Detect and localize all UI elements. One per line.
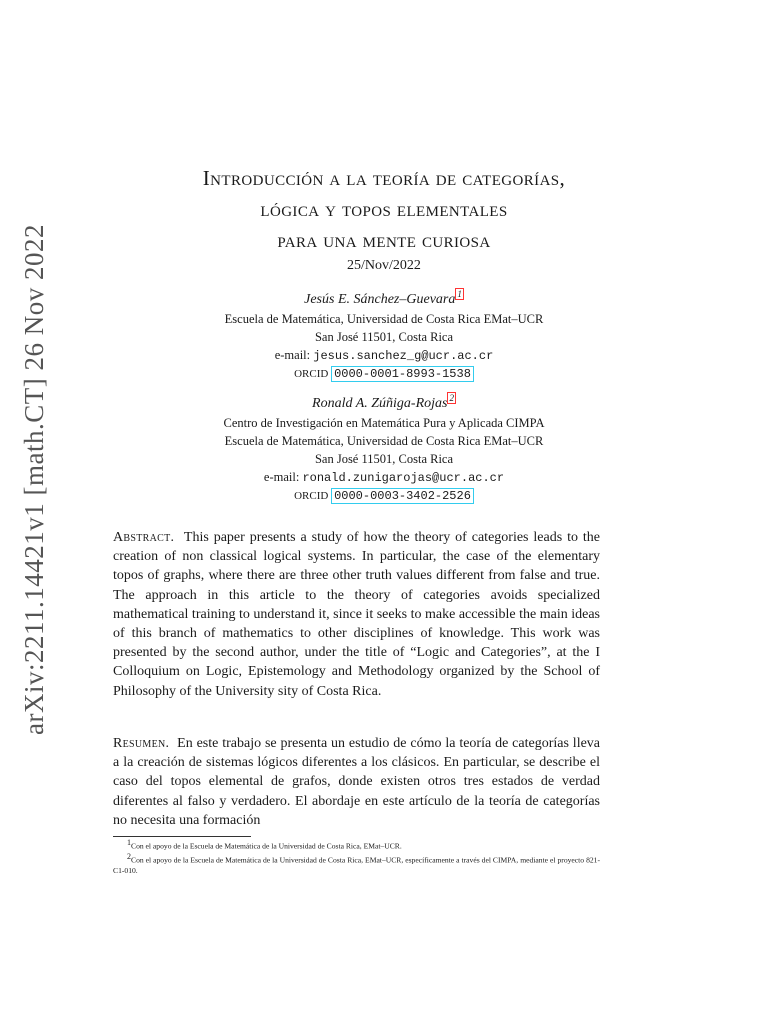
orcid-link[interactable]: 0000-0001-8993-1538 (331, 366, 474, 382)
title-line-2: lógica y topos elementales (260, 197, 508, 221)
author-name-text: Ronald A. Zúñiga-Rojas (312, 396, 448, 411)
title-line-1: Introducción a la teoría de categorías, (202, 166, 566, 190)
resumen-text: En este trabajo se presenta un estudio de cómo la teoría de categorías lleva a la creación de sistemas lógicos diferentes a los clásicos. En particular, se describe el caso del topos elemental de grafos, donde existen otros tres estados de verdad diferentes al falso y verdadero. El abordaje en este artículo de la teoría de categorías no necesita una formación (113, 736, 601, 828)
paper-title (0, 163, 768, 256)
paper-date: 25/Nov/2022 (347, 258, 421, 273)
email-address: jesus.sanchez_g@ucr.ac.cr (313, 349, 494, 363)
footnote-1 (113, 838, 600, 852)
footnotes (113, 838, 600, 877)
affiliation-line: Centro de Investigación en Matemática Pura y Aplicada CIMPA (223, 416, 545, 430)
email-label: e-mail: (263, 470, 303, 484)
abstract-paragraph (113, 528, 600, 701)
author-name-text: Jesús E. Sánchez–Guevara (304, 292, 456, 307)
orcid-link[interactable]: 0000-0003-3402-2526 (331, 488, 474, 504)
footnote-ref-link[interactable]: 1 (457, 289, 462, 300)
email-line (0, 346, 768, 365)
author-name (0, 394, 768, 414)
footnote-text: Con el apoyo de la Escuela de Matemática de la Universidad de Costa Rica, EMat–UCR. (131, 841, 402, 851)
footnote-mark: 1 (127, 838, 131, 847)
author-block-2 (0, 394, 768, 505)
email-address: ronald.zunigarojas@ucr.ac.cr (302, 471, 505, 485)
affiliation-line: San José 11501, Costa Rica (314, 330, 454, 344)
arxiv-identifier: arXiv:2211.14421v1 [math.CT] 26 Nov 2022 (19, 224, 49, 735)
email-label: e-mail: (274, 348, 314, 362)
affiliation-line: Escuela de Matemática, Universidad de Costa Rica EMat–UCR (224, 434, 544, 448)
orcid-label: ORCID (294, 490, 332, 502)
resumen-paragraph (113, 734, 600, 830)
author-name (0, 290, 768, 310)
title-line-3: para una mente curiosa (277, 228, 491, 252)
footnote-text: Con el apoyo de la Escuela de Matemática de la Universidad de Costa Rica, EMat–UCR, específicamente a través del CIMPA, mediante el proyecto 821-C1-010. (113, 855, 600, 876)
affiliation-line: Escuela de Matemática, Universidad de Costa Rica EMat–UCR (224, 312, 544, 326)
footnote-rule (113, 836, 251, 837)
orcid-line (0, 487, 768, 505)
author-block-1 (0, 290, 768, 383)
footnote-mark: 2 (127, 852, 131, 862)
resumen-label: Resumen. (113, 736, 170, 751)
email-line (0, 468, 768, 487)
footnote-2 (113, 852, 600, 877)
abstract-text: This paper presents a study of how the theory of categories leads to the creation of non classical logical systems. In particular, the case of the elementary topos of graphs, where there are three other truth values different from false and true. The approach in this article to the theory of categories avoids specialized mathematical training to understand it, since it seeks to make accessible the main ideas of this branch of mathematics to other disciplines of knowledge. This work was presented by the second author, under the title of “Logic and Categories”, at the I Colloquium on Logic, Epistemology and Methodology organized by the School of Philosophy of the University sity of Costa Rica. (113, 530, 600, 699)
abstract-label: Abstract. (113, 530, 175, 545)
affiliation-line: San José 11501, Costa Rica (314, 452, 454, 466)
orcid-label: ORCID (294, 368, 332, 380)
orcid-line (0, 365, 768, 383)
footnote-ref-link[interactable]: 2 (449, 393, 454, 404)
